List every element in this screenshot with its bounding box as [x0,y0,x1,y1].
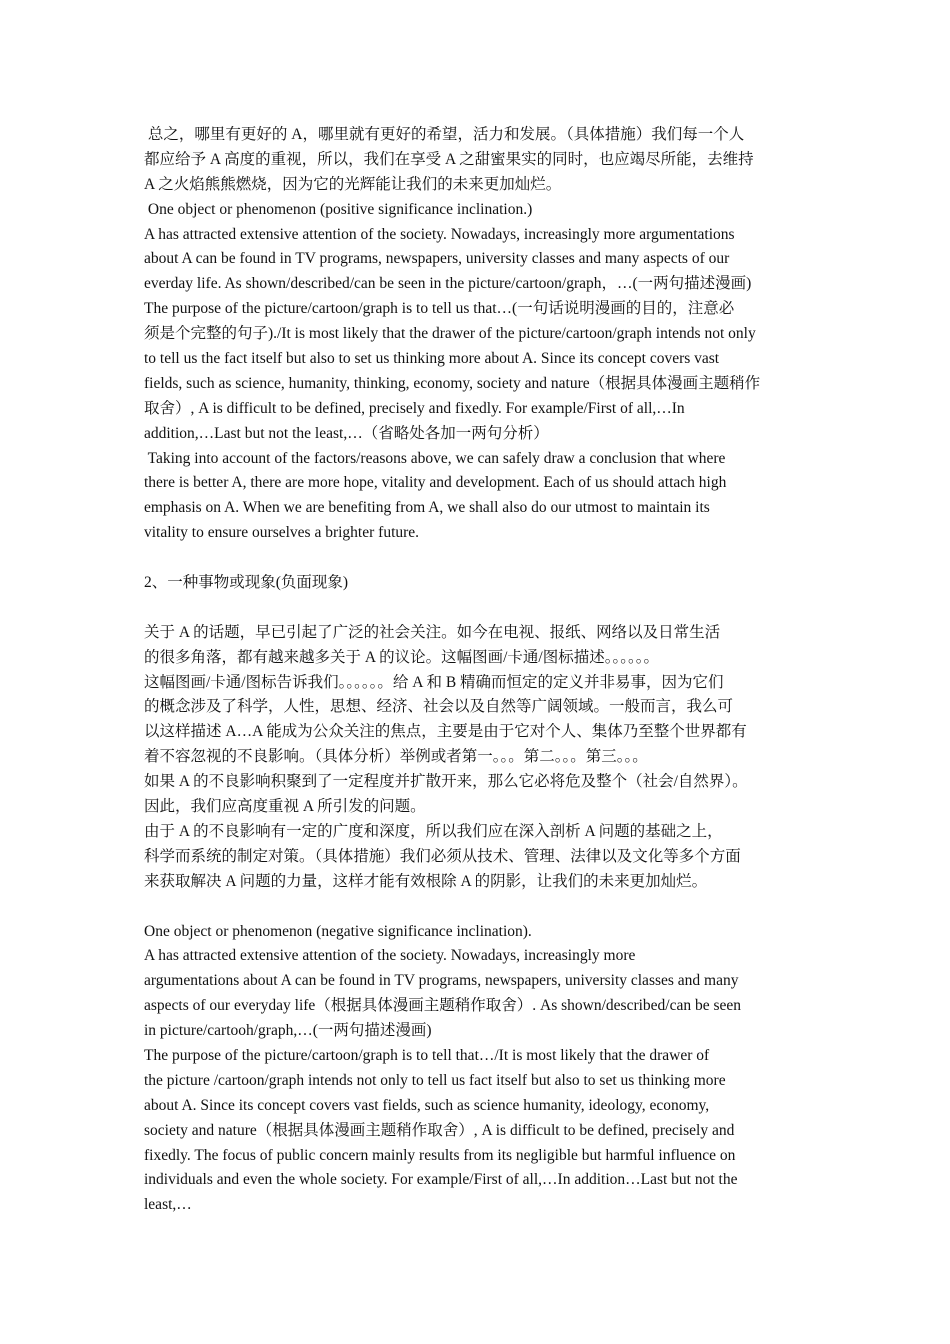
text-line: least,… [144,1196,192,1214]
text-line: 着不容忽视的不良影响。（具体分析）举例或者第一。。。第二。。。第三。。。 [144,748,648,766]
text-line: 如果 A 的不良影响积聚到了一定程度并扩散开来，那么它必将危及整个（社会/自然界）。 [144,773,748,791]
text-line: fields, such as science, humanity, thinking, economy, society and nature（根据具体漫画主题稍作 [144,374,761,392]
text-line: 科学而系统的制定对策。（具体措施）我们必须从技术、管理、法律以及文化等多个方面 [144,847,741,865]
text-line: 取舍）, A is difficult to be defined, precisely and fixedly. For example/First of all,…In [144,399,685,417]
text-line: the picture /cartoon/graph intends not only to tell us fact itself but also to set us thinking more [144,1071,726,1089]
text-line: 关于 A 的话题，早已引起了广泛的社会关注。如今在电视、报纸、网络以及日常生活 [144,623,721,641]
text-line: 的很多角落，都有越来越多关于 A 的议论。这幅图画/卡通/图标描述。。。。。。 [144,648,659,666]
text-line: A 之火焰熊熊燃烧，因为它的光辉能让我们的未来更加灿烂。 [144,175,562,193]
negative-chinese-template [144,621,824,895]
text-line: One object or phenomenon (negative significance inclination). [144,922,532,940]
text-line: addition,…Last but not the least,…（省略处各加一两句分析） [144,424,549,442]
text-line: argumentations about A can be found in TV programs, newspapers, university classes and many [144,972,739,990]
paragraph-spacer [144,596,824,621]
text-line: society and nature（根据具体漫画主题稍作取舍）, A is difficult to be defined, precisely and [144,1121,735,1139]
negative-english-template [144,920,824,1219]
paragraph-spacer [144,895,824,920]
text-line: emphasis on A. When we are benefiting from A, we shall also do our utmost to maintain its [144,499,710,517]
text-line: to tell us the fact itself but also to set us thinking more about A. Since its concept covers vast [144,350,720,368]
text-line: 都应给予 A 高度的重视，所以，我们在享受 A 之甜蜜果实的同时，也应竭尽所能，去维持 [144,150,754,168]
text-line: in picture/cartooh/graph,…(一两句描述漫画) [144,1022,432,1040]
text-line: 总之，哪里有更好的 A，哪里就有更好的希望，活力和发展。（具体措施）我们每一个人 [144,126,745,143]
text-line: about A can be found in TV programs, newspapers, university classes and many aspects of our [144,250,730,268]
text-line: A has attracted extensive attention of the society. Nowadays, increasingly more argumentations [144,225,735,243]
text-line: 以这样描述 A…A 能成为公众关注的焦点，主要是由于它对个人、集体乃至整个世界都有 [144,723,747,741]
text-line: Taking into account of the factors/reasons above, we can safely draw a conclusion that where [144,449,726,467]
text-line: A has attracted extensive attention of the society. Nowadays, increasingly more [144,947,636,965]
text-line: aspects of our everyday life（根据具体漫画主题稍作取舍）. As shown/described/can be seen [144,997,742,1015]
text-line: 由于 A 的不良影响有一定的广度和深度，所以我们应在深入剖析 A 问题的基础之上， [144,822,723,840]
text-line: 这幅图画/卡通/图标告诉我们。。。。。。给 A 和 B 精确而恒定的定义并非易事，因为它们 [144,673,724,691]
text-line: 的概念涉及了科学，人性，思想、经济、社会以及自然等广阔领域。一般而言，我么可 [144,698,734,716]
text-line: The purpose of the picture/cartoon/graph is to tell that…/It is most likely that the drawer of [144,1046,710,1064]
section-heading: 2、一种事物或现象(负面现象) [144,574,349,592]
text-line: vitality to ensure ourselves a brighter future. [144,524,420,542]
text-line: The purpose of the picture/cartoon/graph is to tell us that…(一句话说明漫画的目的，注意必 [144,300,735,318]
text-line: individuals and even the whole society. For example/First of all,…In addition…Last but not the [144,1171,738,1189]
text-line: 须是个完整的句子)./It is most likely that the drawer of the picture/cartoon/graph intends not only [144,325,756,343]
paragraph-spacer [144,546,824,571]
document-page [144,123,824,1218]
text-line: 来获取解决 A 问题的力量，这样才能有效根除 A 的阴影，让我们的未来更加灿烂。 [144,872,708,890]
text-line: there is better A, there are more hope, vitality and development. Each of us should attach high [144,474,727,492]
text-line: 因此，我们应高度重视 A 所引发的问题。 [144,798,426,816]
positive-conclusion-and-template [144,123,824,546]
text-line: everday life. As shown/described/can be seen in the picture/cartoon/graph，…(一两句描述漫画) [144,275,752,293]
text-line: about A. Since its concept covers vast fields, such as science humanity, ideology, economy, [144,1096,710,1114]
text-line: One object or phenomenon (positive significance inclination.) [144,200,533,218]
text-line: fixedly. The focus of public concern mainly results from its negligible but harmful influence on [144,1146,736,1164]
